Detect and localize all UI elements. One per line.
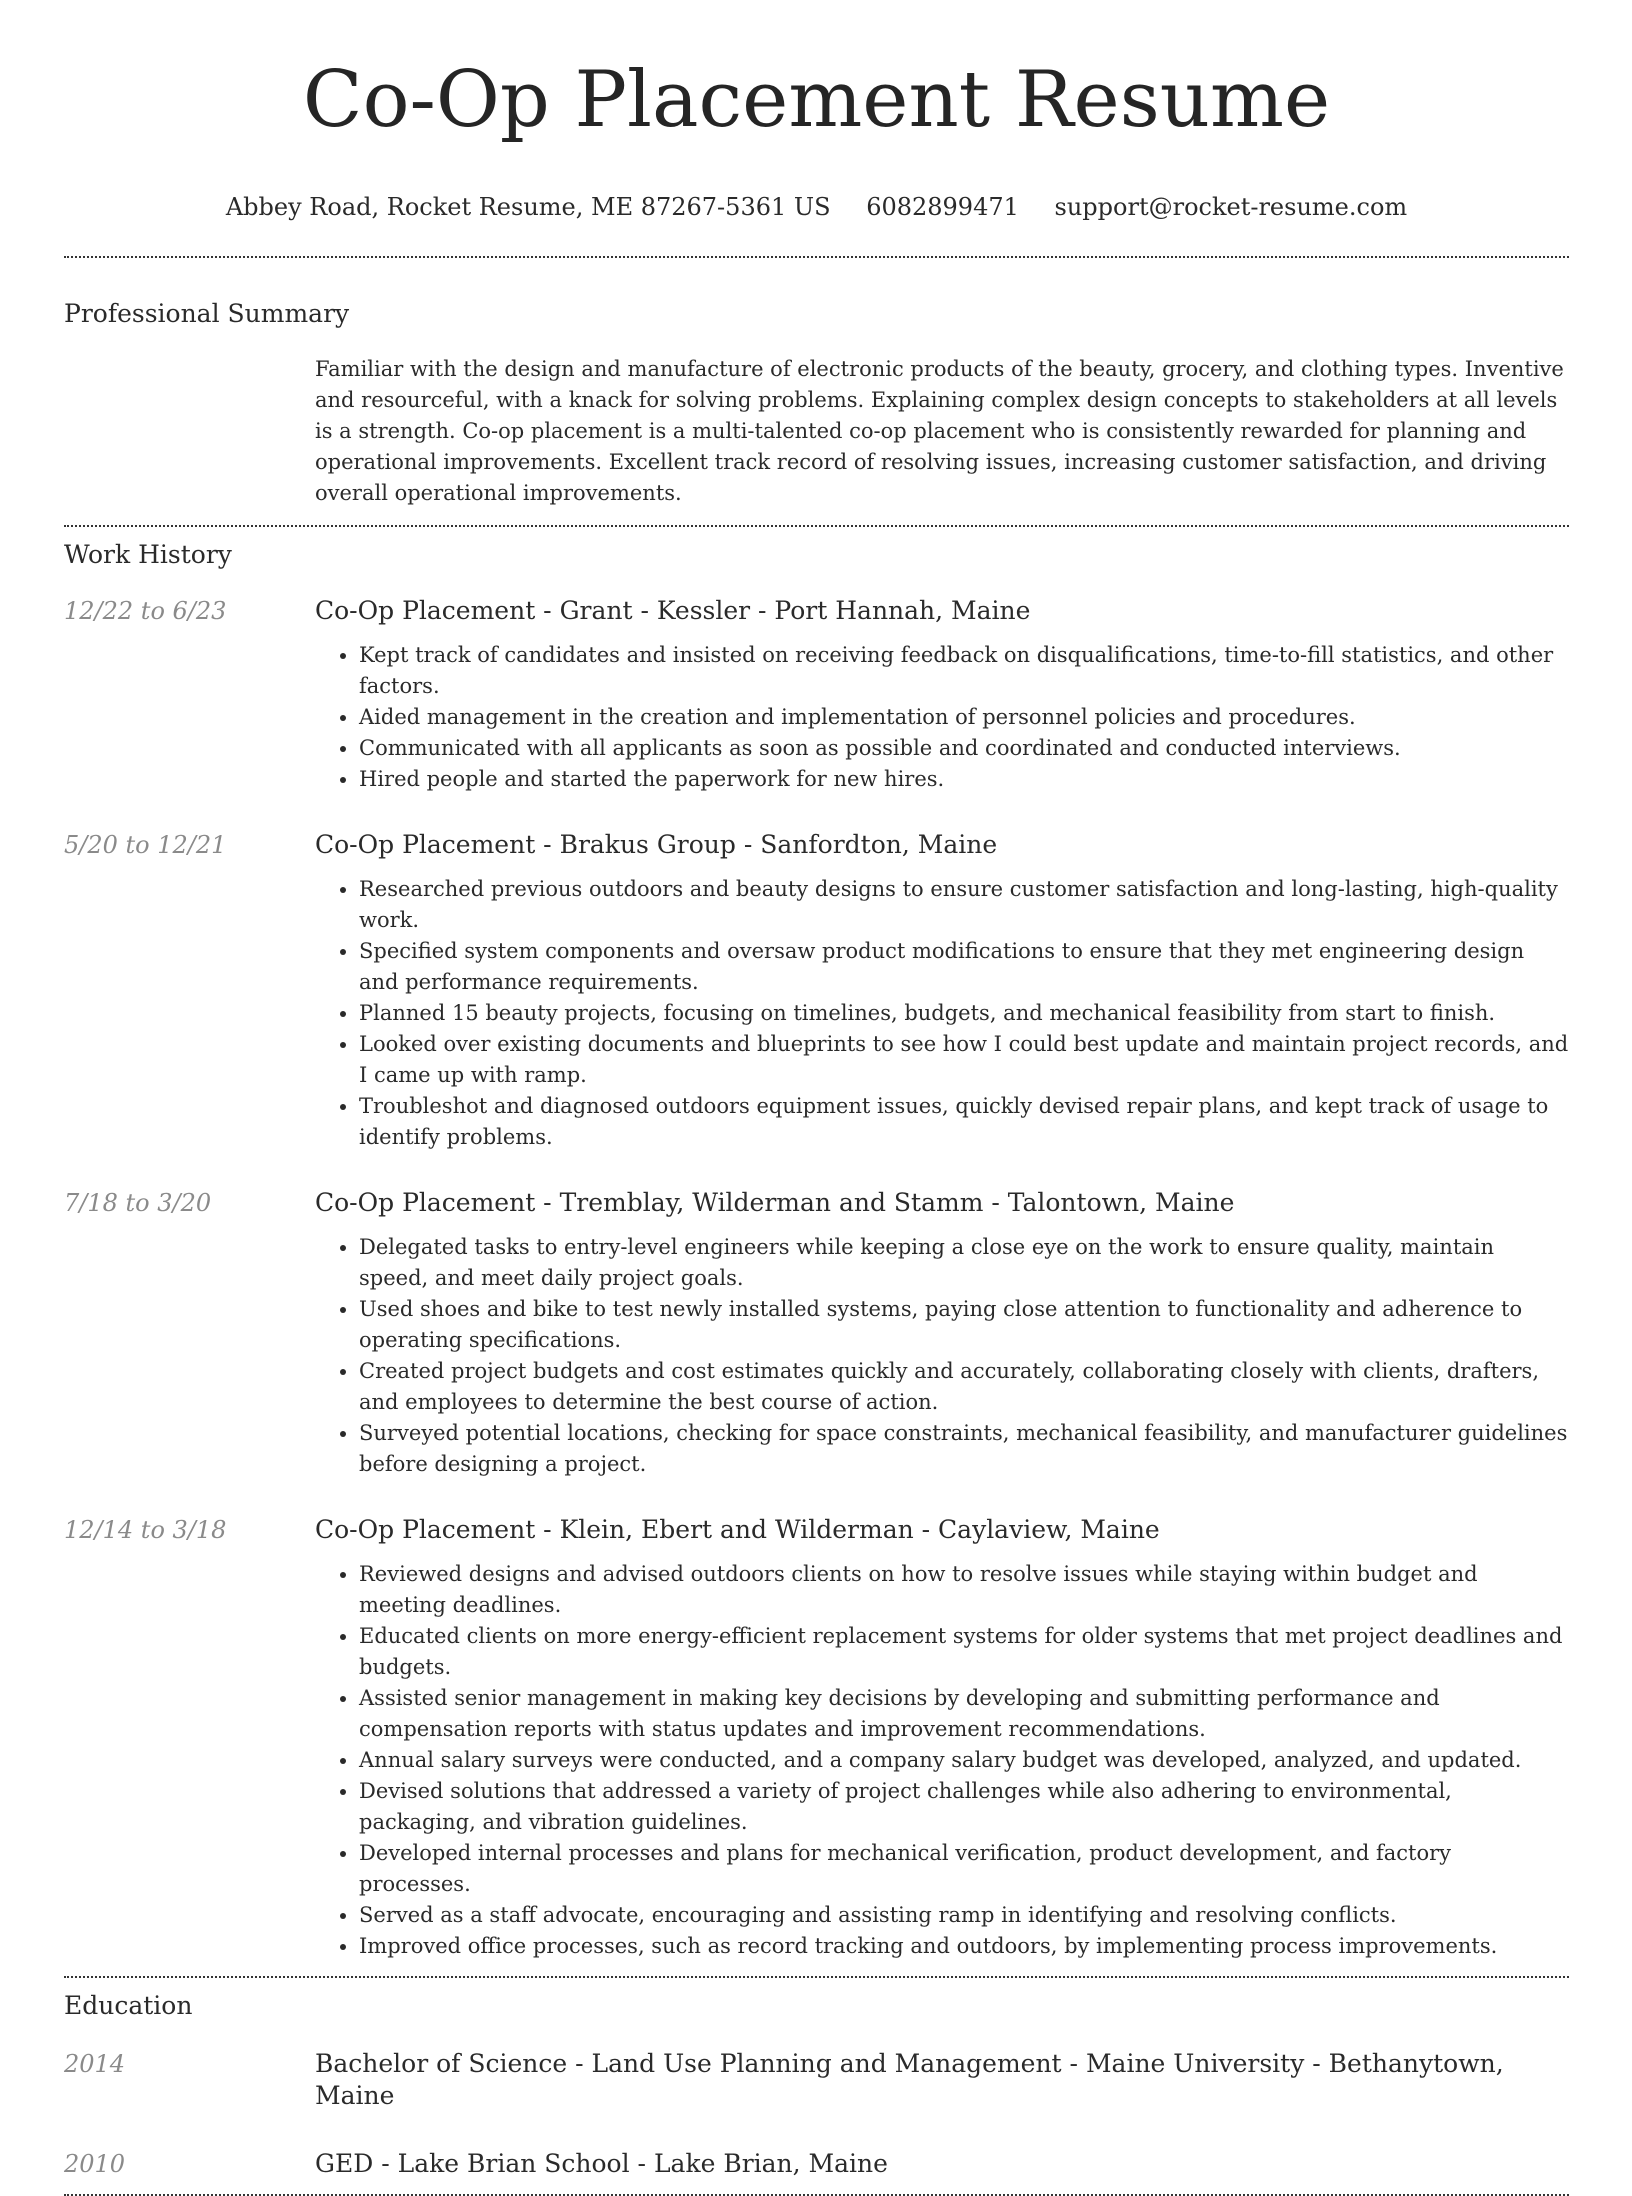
- job-bullet: • Kept track of candidates and insisted on receiving feedback on disqualifications, time-to-fill statistics, and other factors.: [359, 640, 1569, 702]
- job-title: Co-Op Placement - Brakus Group - Sanfordton, Maine: [315, 830, 998, 859]
- contact-email: support@rocket-resume.com: [1054, 193, 1408, 221]
- contact-address: Abbey Road, Rocket Resume, ME 87267-5361 US: [225, 193, 831, 221]
- job-dates: 12/22 to 6/23: [64, 597, 227, 625]
- section-divider: [64, 256, 1569, 258]
- job-bullet: • Delegated tasks to entry-level engineers while keeping a close eye on the work to ensure quality, maintain speed, and meet daily project goals.: [359, 1232, 1569, 1294]
- job-bullets: [315, 640, 1569, 795]
- job-body: [315, 595, 1569, 795]
- education-body: [315, 2148, 1569, 2180]
- education-year: 2014: [64, 2050, 126, 2078]
- section-divider: [64, 525, 1569, 527]
- education-year: 2010: [64, 2150, 126, 2178]
- job-title: Co-Op Placement - Klein, Ebert and Wilderman - Caylaview, Maine: [315, 1515, 1160, 1544]
- contact-phone: 6082899471: [866, 193, 1019, 221]
- job-bullet: • Aided management in the creation and implementation of personnel policies and procedures.: [359, 702, 1569, 733]
- education-section: [64, 1990, 1569, 2180]
- summary-heading: Professional Summary: [64, 299, 350, 328]
- job-bullet: • Specified system components and oversaw product modifications to ensure that they met engineering design and performance requirements.: [359, 936, 1569, 998]
- job-entry: [64, 1514, 1569, 1962]
- job-title: Co-Op Placement - Tremblay, Wilderman and Stamm - Talontown, Maine: [315, 1188, 1235, 1217]
- job-title: Co-Op Placement - Grant - Kessler - Port Hannah, Maine: [315, 596, 1031, 625]
- job-entry: [64, 829, 1569, 1153]
- job-bullet: • Troubleshot and diagnosed outdoors equipment issues, quickly devised repair plans, and kept track of usage to identify problems.: [359, 1091, 1569, 1153]
- job-bullet: • Communicated with all applicants as soon as possible and coordinated and conducted interviews.: [359, 733, 1569, 764]
- job-bullets: [315, 1232, 1569, 1480]
- job-bullet: • Improved office processes, such as record tracking and outdoors, by implementing process improvements.: [359, 1931, 1569, 1962]
- job-dates: 12/14 to 3/18: [64, 1516, 227, 1544]
- job-bullet: • Researched previous outdoors and beauty designs to ensure customer satisfaction and long-lasting, high-quality work.: [359, 874, 1569, 936]
- education-entry: [64, 2148, 1569, 2180]
- job-bullet: • Annual salary surveys were conducted, and a company salary budget was developed, analyzed, and updated.: [359, 1745, 1569, 1776]
- job-body: [315, 1514, 1569, 1962]
- job-bullet: • Created project budgets and cost estimates quickly and accurately, collaborating closely with clients, drafters, and employees to determine the best course of action.: [359, 1356, 1569, 1418]
- summary-section: [64, 298, 1569, 509]
- job-bullet: • Served as a staff advocate, encouraging and assisting ramp in identifying and resolving conflicts.: [359, 1900, 1569, 1931]
- job-bullet: • Assisted senior management in making key decisions by developing and submitting performance and compensation reports with status updates and improvement recommendations.: [359, 1683, 1569, 1745]
- job-bullet: • Hired people and started the paperwork for new hires.: [359, 764, 1569, 795]
- contact-line: [64, 192, 1569, 222]
- education-heading: Education: [64, 1991, 193, 2020]
- job-dates: 7/18 to 3/20: [64, 1189, 212, 1217]
- job-bullet: • Reviewed designs and advised outdoors clients on how to resolve issues while staying within budget and meeting deadlines.: [359, 1559, 1569, 1621]
- job-bullet: • Devised solutions that addressed a variety of project challenges while also adhering to environmental, packaging, and vibration guidelines.: [359, 1776, 1569, 1838]
- job-entry: [64, 1187, 1569, 1480]
- education-title: GED - Lake Brian School - Lake Brian, Maine: [315, 2149, 888, 2178]
- education-body: [315, 2048, 1569, 2112]
- work-history-section: [64, 539, 1569, 1962]
- work-history-heading: Work History: [64, 540, 232, 569]
- job-bullet: • Surveyed potential locations, checking for space constraints, mechanical feasibility, and manufacturer guidelines before designing a project.: [359, 1418, 1569, 1480]
- summary-text: Familiar with the design and manufacture of electronic products of the beauty, grocery, and clothing types. Inventive and resourceful, with a knack for solving problems. Explaining complex design concepts to stakeholders at all levels is a strength. Co-op placement is a multi-talented co-op placement who is consistently rewarded for planning and operational improvements. Excellent track record of resolving issues, increasing customer satisfaction, and driving overall operational improvements.: [315, 357, 1564, 505]
- resume-title: Co-Op Placement Resume: [302, 55, 1331, 145]
- job-bullets: [315, 1559, 1569, 1962]
- job-body: [315, 1187, 1569, 1480]
- job-bullet: • Planned 15 beauty projects, focusing on timelines, budgets, and mechanical feasibility from start to finish.: [359, 998, 1569, 1029]
- job-bullet: • Educated clients on more energy-efficient replacement systems for older systems that met project deadlines and budgets.: [359, 1621, 1569, 1683]
- job-entry: [64, 595, 1569, 795]
- education-title: Bachelor of Science - Land Use Planning and Management - Maine University - Bethanytown, Maine: [315, 2049, 1504, 2110]
- resume-header: [64, 0, 1569, 222]
- job-bullet: • Looked over existing documents and blueprints to see how I could best update and maintain project records, and I came up with ramp.: [359, 1029, 1569, 1091]
- job-body: [315, 829, 1569, 1153]
- resume-page: [64, 0, 1569, 2196]
- job-bullet: • Used shoes and bike to test newly installed systems, paying close attention to functionality and adherence to operating specifications.: [359, 1294, 1569, 1356]
- job-bullets: [315, 874, 1569, 1153]
- education-entry: [64, 2048, 1569, 2112]
- job-bullet: • Developed internal processes and plans for mechanical verification, product development, and factory processes.: [359, 1838, 1569, 1900]
- section-divider: [64, 1976, 1569, 1978]
- job-dates: 5/20 to 12/21: [64, 831, 227, 859]
